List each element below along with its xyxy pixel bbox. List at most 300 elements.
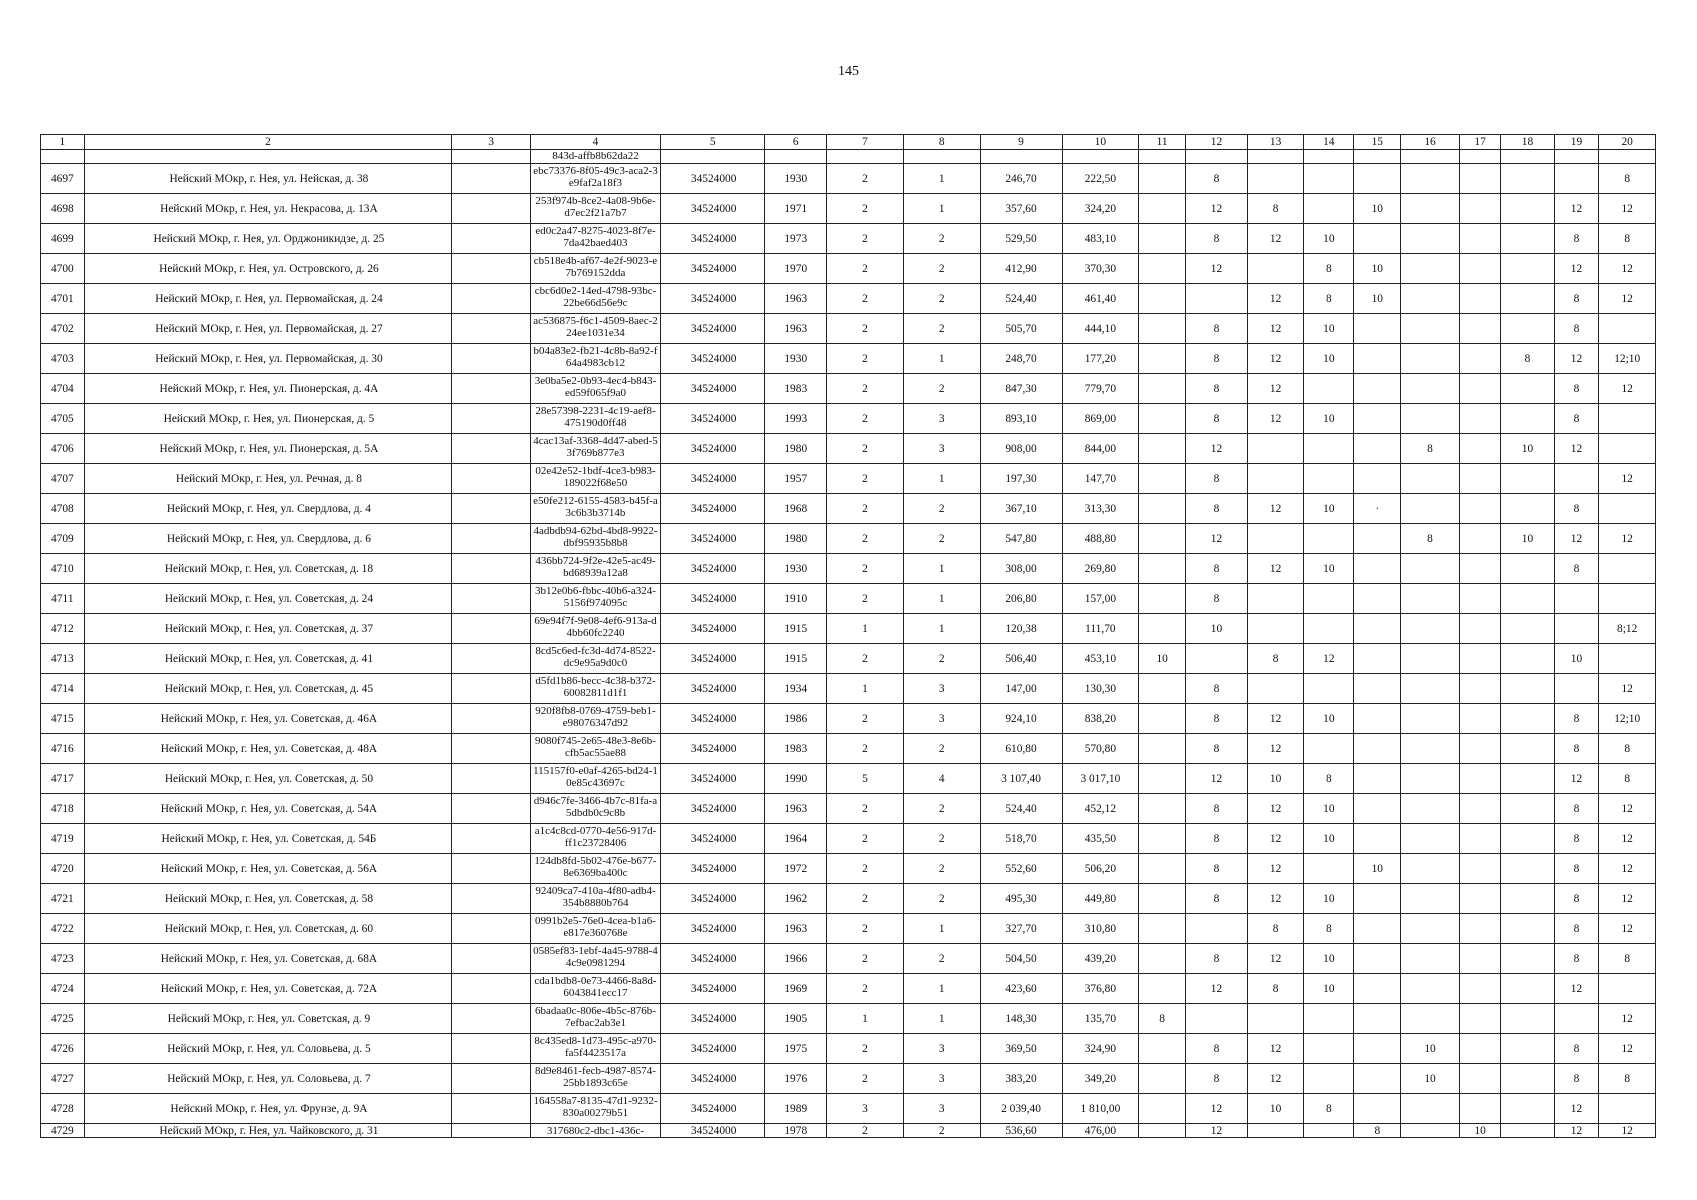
oktmo-cell: 34524000 [660,1064,764,1094]
col19-cell [1554,674,1599,704]
uid-cell: 3b12e0b6-fbbc-40b6-a324-5156f974095c [531,584,661,614]
col11-cell [1139,734,1186,764]
col3-cell [452,494,531,524]
col8-cell: 1 [903,1004,980,1034]
col17-cell [1459,194,1501,224]
col9-area-cell: 383,20 [980,1064,1062,1094]
empty-cell [1554,150,1599,164]
col7-cell: 2 [827,944,904,974]
col15-cell [1354,674,1401,704]
col9-area-cell: 547,80 [980,524,1062,554]
col12-cell: 8 [1186,464,1248,494]
col19-cell: 8 [1554,404,1599,434]
row-number-cell: 4699 [41,224,85,254]
oktmo-cell: 34524000 [660,914,764,944]
col14-cell [1304,1034,1354,1064]
col9-area-cell: 369,50 [980,1034,1062,1064]
col17-cell [1459,254,1501,284]
col9-area-cell: 893,10 [980,404,1062,434]
col9-area-cell: 148,30 [980,1004,1062,1034]
col9-area-cell: 506,40 [980,644,1062,674]
address-cell: Нейский МОкр, г. Нея, ул. Свердлова, д. 6 [84,524,452,554]
col14-cell: 12 [1304,644,1354,674]
row-number-cell: 4702 [41,314,85,344]
year-cell: 1930 [765,554,827,584]
col3-cell [452,554,531,584]
col15-cell [1354,554,1401,584]
col7-cell: 2 [827,404,904,434]
col11-cell [1139,914,1186,944]
column-number-19: 19 [1554,135,1599,150]
col14-cell: 10 [1304,404,1354,434]
col18-cell [1501,404,1554,434]
col11-cell [1139,524,1186,554]
col10-area-cell: 452,12 [1062,794,1139,824]
col15-cell [1354,374,1401,404]
uid-cell: ebc73376-8f05-49c3-aca2-3e9faf2a18f3 [531,164,661,194]
oktmo-cell: 34524000 [660,494,764,524]
col15-cell [1354,434,1401,464]
col12-cell: 8 [1186,674,1248,704]
col11-cell: 10 [1139,644,1186,674]
col13-cell: 12 [1247,224,1303,254]
uid-cell: cb518e4b-af67-4e2f-9023-e7b769152dda [531,254,661,284]
address-cell: Нейский МОкр, г. Нея, ул. Соловьева, д. 7 [84,1064,452,1094]
col16-cell [1401,494,1460,524]
table-row [41,374,1656,404]
col8-cell: 2 [903,314,980,344]
col16-cell: 8 [1401,434,1460,464]
col16-cell [1401,824,1460,854]
col13-cell: 12 [1247,344,1303,374]
uid-cell: 9080f745-2e65-48e3-8e6b-cfb5ac55ae88 [531,734,661,764]
col20-cell: 12 [1599,794,1656,824]
col10-area-cell: 310,80 [1062,914,1139,944]
table-row [41,704,1656,734]
col7-cell: 2 [827,644,904,674]
col8-cell: 1 [903,344,980,374]
col17-cell [1459,1004,1501,1034]
col11-cell [1139,764,1186,794]
col19-cell: 8 [1554,704,1599,734]
col16-cell [1401,944,1460,974]
col19-cell: 8 [1554,374,1599,404]
row-number-cell: 4703 [41,344,85,374]
empty-cell [1139,150,1186,164]
address-cell: Нейский МОкр, г. Нея, ул. Советская, д. 41 [84,644,452,674]
col15-cell: 10 [1354,194,1401,224]
col17-cell [1459,704,1501,734]
col10-area-cell: 130,30 [1062,674,1139,704]
col7-cell: 2 [827,884,904,914]
col7-cell: 2 [827,194,904,224]
col18-cell [1501,1094,1554,1124]
col16-cell [1401,884,1460,914]
col15-cell [1354,1064,1401,1094]
col10-area-cell: 506,20 [1062,854,1139,884]
year-cell: 1963 [765,914,827,944]
col16-cell [1401,464,1460,494]
col3-cell [452,674,531,704]
col14-cell: 8 [1304,764,1354,794]
col14-cell [1304,164,1354,194]
col7-cell: 1 [827,1004,904,1034]
col8-cell: 2 [903,254,980,284]
col20-cell [1599,404,1656,434]
oktmo-cell: 34524000 [660,314,764,344]
uid-cell: 253f974b-8ce2-4a08-9b6e-d7ec2f21a7b7 [531,194,661,224]
col12-cell: 8 [1186,554,1248,584]
empty-cell [903,150,980,164]
table-row [41,284,1656,314]
col3-cell [452,1034,531,1064]
col12-cell: 8 [1186,1034,1248,1064]
row-number-cell: 4705 [41,404,85,434]
col3-cell [452,1094,531,1124]
column-number-10: 10 [1062,135,1139,150]
uid-cell: 317680c2-dbc1-436c- [531,1124,661,1138]
col20-cell: 12 [1599,374,1656,404]
col18-cell [1501,1034,1554,1064]
col3-cell [452,584,531,614]
row-number-cell: 4725 [41,1004,85,1034]
empty-cell [765,150,827,164]
table-row [41,584,1656,614]
col7-cell: 2 [827,824,904,854]
row-number-cell: 4713 [41,644,85,674]
col20-cell: 8;12 [1599,614,1656,644]
col12-cell: 12 [1186,1124,1248,1138]
col18-cell [1501,734,1554,764]
empty-cell [84,150,452,164]
col18-cell [1501,1004,1554,1034]
col12-cell: 8 [1186,944,1248,974]
oktmo-cell: 34524000 [660,824,764,854]
col15-cell [1354,824,1401,854]
col17-cell [1459,764,1501,794]
address-cell: Нейский МОкр, г. Нея, ул. Советская, д. 58 [84,884,452,914]
col7-cell: 2 [827,794,904,824]
col10-area-cell: 222,50 [1062,164,1139,194]
col17-cell [1459,164,1501,194]
col8-cell: 1 [903,584,980,614]
col19-cell: 12 [1554,974,1599,1004]
col11-cell [1139,794,1186,824]
column-number-11: 11 [1139,135,1186,150]
col20-cell [1599,494,1656,524]
col15-cell [1354,704,1401,734]
year-cell: 1968 [765,494,827,524]
col19-cell: 12 [1554,254,1599,284]
col16-cell [1401,1094,1460,1124]
col17-cell [1459,494,1501,524]
col10-area-cell: 147,70 [1062,464,1139,494]
column-number-15: 15 [1354,135,1401,150]
year-cell: 1930 [765,344,827,374]
address-cell: Нейский МОкр, г. Нея, ул. Советская, д. 45 [84,674,452,704]
address-cell: Нейский МОкр, г. Нея, ул. Пионерская, д. 5А [84,434,452,464]
oktmo-cell: 34524000 [660,1094,764,1124]
col14-cell: 10 [1304,794,1354,824]
col15-cell [1354,164,1401,194]
uid-cell: 8d9e8461-fecb-4987-8574-25bb1893c65e [531,1064,661,1094]
row-number-cell: 4729 [41,1124,85,1138]
col3-cell [452,314,531,344]
col18-cell [1501,704,1554,734]
col11-cell [1139,554,1186,584]
col19-cell: 8 [1554,734,1599,764]
col11-cell [1139,404,1186,434]
col8-cell: 3 [903,404,980,434]
col16-cell [1401,794,1460,824]
col19-cell [1554,464,1599,494]
table-row [41,164,1656,194]
col19-cell [1554,584,1599,614]
oktmo-cell: 34524000 [660,884,764,914]
col13-cell [1247,674,1303,704]
col8-cell: 3 [903,1034,980,1064]
col12-cell [1186,914,1248,944]
row-number-cell: 4716 [41,734,85,764]
col15-cell [1354,914,1401,944]
col13-cell: 12 [1247,944,1303,974]
oktmo-cell: 34524000 [660,764,764,794]
col14-cell [1304,734,1354,764]
row-number-cell: 4710 [41,554,85,584]
col11-cell [1139,284,1186,314]
col9-area-cell: 552,60 [980,854,1062,884]
col16-cell [1401,704,1460,734]
col16-cell [1401,764,1460,794]
col3-cell [452,614,531,644]
col10-area-cell: 444,10 [1062,314,1139,344]
row-number-cell: 4697 [41,164,85,194]
col20-cell: 12 [1599,1004,1656,1034]
address-cell: Нейский МОкр, г. Нея, ул. Первомайская, д. 30 [84,344,452,374]
col11-cell [1139,584,1186,614]
table-body [41,150,1656,1138]
col3-cell [452,194,531,224]
uid-cell: ac536875-f6c1-4509-8aec-224ee1031e34 [531,314,661,344]
col13-cell: 12 [1247,854,1303,884]
col19-cell: 12 [1554,524,1599,554]
col9-area-cell: 529,50 [980,224,1062,254]
year-cell: 1983 [765,374,827,404]
row-number-cell: 4701 [41,284,85,314]
col10-area-cell: 476,00 [1062,1124,1139,1138]
col12-cell: 12 [1186,254,1248,284]
year-cell: 1973 [765,224,827,254]
col12-cell: 8 [1186,704,1248,734]
col8-cell: 4 [903,764,980,794]
col8-cell: 2 [903,884,980,914]
address-cell: Нейский МОкр, г. Нея, ул. Орджоникидзе, д. 25 [84,224,452,254]
col13-cell: 12 [1247,374,1303,404]
row-number-cell: 4709 [41,524,85,554]
col7-cell: 2 [827,974,904,1004]
col12-cell: 8 [1186,1064,1248,1094]
col3-cell [452,974,531,1004]
column-number-row [41,135,1656,150]
col16-cell: 10 [1401,1064,1460,1094]
col11-cell [1139,224,1186,254]
col18-cell [1501,284,1554,314]
col14-cell: 10 [1304,824,1354,854]
col9-area-cell: 847,30 [980,374,1062,404]
col20-cell [1599,974,1656,1004]
col14-cell [1304,1124,1354,1138]
column-number-8: 8 [903,135,980,150]
col16-cell [1401,284,1460,314]
column-number-20: 20 [1599,135,1656,150]
year-cell: 1915 [765,614,827,644]
column-number-2: 2 [84,135,452,150]
col10-area-cell: 1 810,00 [1062,1094,1139,1124]
col3-cell [452,164,531,194]
year-cell: 1975 [765,1034,827,1064]
table-row [41,674,1656,704]
uid-cell: 0991b2e5-76e0-4cea-b1a6-e817e360768e [531,914,661,944]
col16-cell: 10 [1401,1034,1460,1064]
col10-area-cell: 370,30 [1062,254,1139,284]
col3-cell [452,824,531,854]
col9-area-cell: 610,80 [980,734,1062,764]
year-cell: 1980 [765,434,827,464]
year-cell: 1915 [765,644,827,674]
col17-cell [1459,584,1501,614]
address-cell: Нейский МОкр, г. Нея, ул. Советская, д. 72А [84,974,452,1004]
col18-cell [1501,914,1554,944]
oktmo-cell: 34524000 [660,254,764,284]
uid-cell: 4cac13af-3368-4d47-abed-53f769b877e3 [531,434,661,464]
row-number-cell: 4715 [41,704,85,734]
address-cell: Нейский МОкр, г. Нея, ул. Островского, д. 26 [84,254,452,284]
col12-cell: 12 [1186,434,1248,464]
year-cell: 1971 [765,194,827,224]
address-cell: Нейский МОкр, г. Нея, ул. Нейская, д. 38 [84,164,452,194]
oktmo-cell: 34524000 [660,1124,764,1138]
column-number-17: 17 [1459,135,1501,150]
year-cell: 1990 [765,764,827,794]
col3-cell [452,284,531,314]
col13-cell: 12 [1247,1034,1303,1064]
col3-cell [452,524,531,554]
col11-cell [1139,884,1186,914]
column-number-9: 9 [980,135,1062,150]
col14-cell: 8 [1304,284,1354,314]
col7-cell: 2 [827,1064,904,1094]
col18-cell [1501,614,1554,644]
col8-cell: 2 [903,1124,980,1138]
col12-cell: 8 [1186,884,1248,914]
address-cell: Нейский МОкр, г. Нея, ул. Фрунзе, д. 9А [84,1094,452,1124]
col11-cell [1139,614,1186,644]
column-number-1: 1 [41,135,85,150]
col12-cell: 12 [1186,194,1248,224]
table-row [41,734,1656,764]
col10-area-cell: 435,50 [1062,824,1139,854]
col17-cell [1459,1064,1501,1094]
col17-cell [1459,524,1501,554]
address-cell: Нейский МОкр, г. Нея, ул. Чайковского, д. 31 [84,1124,452,1138]
col10-area-cell: 313,30 [1062,494,1139,524]
table-row [41,884,1656,914]
year-cell: 1989 [765,1094,827,1124]
col12-cell: 8 [1186,824,1248,854]
uid-cell: 4adbdb94-62bd-4bd8-9922-dbf95935b8b8 [531,524,661,554]
col13-cell [1247,614,1303,644]
col3-cell [452,1124,531,1138]
col20-cell: 8 [1599,734,1656,764]
col7-cell: 3 [827,1094,904,1124]
col15-cell [1354,344,1401,374]
year-cell: 1966 [765,944,827,974]
uid-cell: d5fd1b86-becc-4c38-b372-60082811d1f1 [531,674,661,704]
col20-cell: 12;10 [1599,344,1656,374]
col13-cell: 12 [1247,884,1303,914]
oktmo-cell: 34524000 [660,374,764,404]
col13-cell [1247,434,1303,464]
col11-cell [1139,824,1186,854]
col10-area-cell: 157,00 [1062,584,1139,614]
col19-cell: 8 [1554,494,1599,524]
col9-area-cell: 308,00 [980,554,1062,584]
table-row [41,824,1656,854]
year-cell: 1964 [765,824,827,854]
col7-cell: 2 [827,1034,904,1064]
col14-cell [1304,1004,1354,1034]
col20-cell: 12;10 [1599,704,1656,734]
col7-cell: 2 [827,254,904,284]
row-number-cell: 4708 [41,494,85,524]
address-cell: Нейский МОкр, г. Нея, ул. Первомайская, д. 27 [84,314,452,344]
uid-cell: 02e42e52-1bdf-4ce3-b983-189022f68e50 [531,464,661,494]
oktmo-cell: 34524000 [660,794,764,824]
empty-cell [452,150,531,164]
table-row [41,914,1656,944]
col10-area-cell: 349,20 [1062,1064,1139,1094]
oktmo-cell: 34524000 [660,524,764,554]
col16-cell [1401,164,1460,194]
col18-cell [1501,584,1554,614]
col18-cell [1501,224,1554,254]
col18-cell [1501,194,1554,224]
empty-cell [1401,150,1460,164]
col7-cell: 2 [827,344,904,374]
col13-cell: 12 [1247,1064,1303,1094]
col19-cell: 8 [1554,284,1599,314]
col19-cell: 12 [1554,1124,1599,1138]
continuation-row [41,150,1656,164]
col17-cell [1459,944,1501,974]
row-number-cell: 4720 [41,854,85,884]
col8-cell: 2 [903,524,980,554]
column-number-16: 16 [1401,135,1460,150]
col11-cell [1139,194,1186,224]
table-row [41,644,1656,674]
year-cell: 1970 [765,254,827,284]
col7-cell: 2 [827,164,904,194]
table-row [41,974,1656,1004]
col13-cell [1247,524,1303,554]
col10-area-cell: 269,80 [1062,554,1139,584]
table-row [41,434,1656,464]
empty-cell [1599,150,1656,164]
row-number-cell: 4706 [41,434,85,464]
col8-cell: 2 [903,284,980,314]
table-row [41,1124,1656,1138]
col16-cell [1401,224,1460,254]
